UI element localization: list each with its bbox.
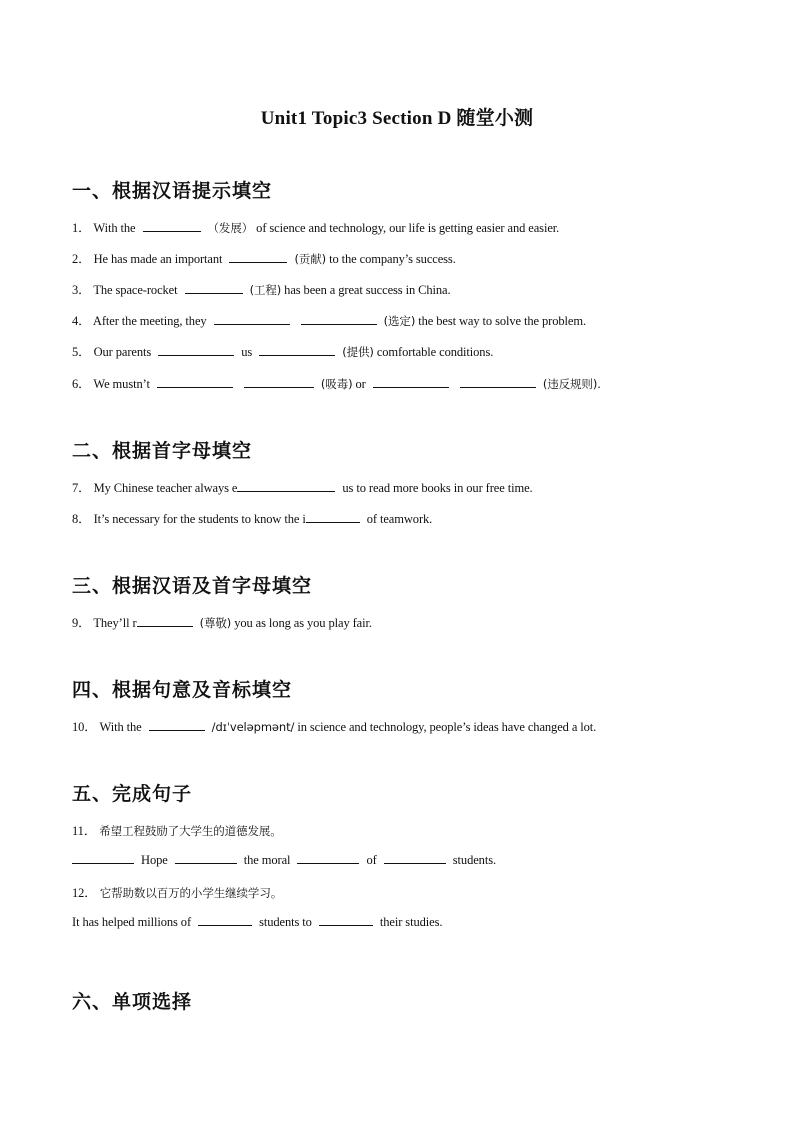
question-7 — [72, 478, 533, 496]
chinese-hint: (贡献) — [294, 252, 327, 266]
answer-blank[interactable] — [149, 719, 205, 731]
question-text-b: their studies. — [379, 915, 443, 929]
question-11-answer — [72, 852, 496, 868]
word: of — [366, 853, 377, 867]
question-text-b: us to read more books in our free time. — [342, 481, 533, 495]
answer-blank[interactable] — [158, 344, 234, 356]
question-text-a: After the meeting, they — [92, 314, 207, 328]
question-text-a: With the — [99, 720, 142, 734]
question-number: 3． — [72, 283, 91, 297]
answer-blank[interactable] — [72, 852, 134, 864]
question-6 — [72, 374, 601, 392]
answer-blank[interactable] — [384, 852, 446, 864]
section-heading-6: 六、单项选择 — [72, 991, 193, 1013]
question-text-b: to the company’s success. — [329, 252, 456, 266]
phonetic-hint: /dɪˈveləpmənt/ — [211, 720, 295, 734]
question-text-mid: students to — [259, 915, 312, 929]
answer-blank[interactable] — [143, 220, 201, 232]
question-9 — [72, 613, 372, 631]
answer-blank[interactable] — [244, 376, 314, 388]
question-2 — [72, 249, 456, 267]
question-5 — [72, 342, 493, 360]
question-number: 11． — [72, 824, 97, 838]
question-text-a: The space-rocket — [93, 283, 178, 297]
question-3 — [72, 280, 451, 298]
question-number: 6． — [72, 377, 91, 391]
answer-blank[interactable] — [373, 376, 449, 388]
question-number: 1． — [72, 221, 91, 235]
question-text-a: It’s necessary for the students to know the i — [93, 512, 306, 526]
question-text-b: of science and technology, our life is getting easier and easier. — [256, 221, 560, 235]
question-text-a: They’ll r — [93, 616, 137, 630]
question-1 — [72, 218, 559, 236]
answer-blank[interactable] — [301, 313, 377, 325]
word: students. — [452, 853, 496, 867]
word: the moral — [243, 853, 291, 867]
chinese-hint: (吸毒) — [320, 377, 353, 391]
chinese-hint: （发展） — [207, 221, 254, 235]
question-8 — [72, 509, 432, 527]
answer-blank[interactable] — [198, 914, 252, 926]
question-10 — [72, 717, 596, 735]
chinese-hint: (提供) — [342, 345, 374, 359]
answer-blank[interactable] — [306, 511, 360, 523]
answer-blank[interactable] — [297, 852, 359, 864]
word: Hope — [141, 853, 168, 867]
answer-blank[interactable] — [185, 282, 243, 294]
question-number: 12． — [72, 886, 97, 900]
question-text-a: Our parents — [93, 345, 152, 359]
answer-blank[interactable] — [229, 251, 287, 263]
question-text-a: He has made an important — [93, 252, 223, 266]
answer-blank[interactable] — [460, 376, 536, 388]
question-text-b: you as long as you play fair. — [234, 616, 372, 630]
question-text-a: We mustn’t — [93, 377, 150, 391]
question-text-a: With the — [93, 221, 136, 235]
answer-blank[interactable] — [237, 480, 335, 492]
question-4 — [72, 311, 586, 329]
question-text-b: the best way to solve the problem. — [418, 314, 586, 328]
section-heading-2: 二、根据首字母填空 — [72, 440, 253, 462]
question-12-answer — [72, 914, 442, 930]
question-number: 2． — [72, 252, 91, 266]
question-12-prompt — [72, 883, 282, 901]
question-text-a: My Chinese teacher always e — [93, 481, 238, 495]
answer-blank[interactable] — [157, 376, 233, 388]
section-heading-5: 五、完成句子 — [72, 783, 193, 805]
question-number: 8． — [72, 512, 91, 526]
chinese-hint: (选定) — [383, 314, 416, 328]
question-number: 5． — [72, 345, 91, 359]
question-text-b: comfortable conditions. — [376, 345, 494, 359]
question-number: 10． — [72, 720, 97, 734]
section-heading-3: 三、根据汉语及首字母填空 — [72, 575, 313, 597]
answer-blank[interactable] — [319, 914, 373, 926]
question-text-a: It has helped millions of — [72, 915, 192, 929]
question-text-b: of teamwork. — [366, 512, 433, 526]
question-text-b: in science and technology, people’s ideas have changed a lot. — [297, 720, 597, 734]
question-11-prompt — [72, 821, 282, 839]
question-number: 4． — [72, 314, 91, 328]
answer-blank[interactable] — [214, 313, 290, 325]
answer-blank[interactable] — [175, 852, 237, 864]
question-number: 7． — [72, 481, 91, 495]
question-text-mid: or — [355, 377, 366, 391]
answer-blank[interactable] — [259, 344, 335, 356]
chinese-sentence: 它帮助数以百万的小学生继续学习。 — [99, 886, 283, 900]
chinese-sentence: 希望工程鼓励了大学生的道德发展。 — [99, 824, 282, 838]
chinese-hint: (尊敬) — [199, 616, 232, 630]
question-text-mid: us — [241, 345, 253, 359]
section-heading-4: 四、根据句意及音标填空 — [72, 679, 293, 701]
section-heading-1: 一、根据汉语提示填空 — [72, 180, 273, 202]
chinese-hint: (违反规则). — [542, 377, 601, 391]
page-title: Unit1 Topic3 Section D 随堂小测 — [260, 108, 534, 129]
question-number: 9． — [72, 616, 91, 630]
chinese-hint: (工程) — [249, 283, 282, 297]
question-text-b: has been a great success in China. — [284, 283, 451, 297]
answer-blank[interactable] — [137, 615, 193, 627]
